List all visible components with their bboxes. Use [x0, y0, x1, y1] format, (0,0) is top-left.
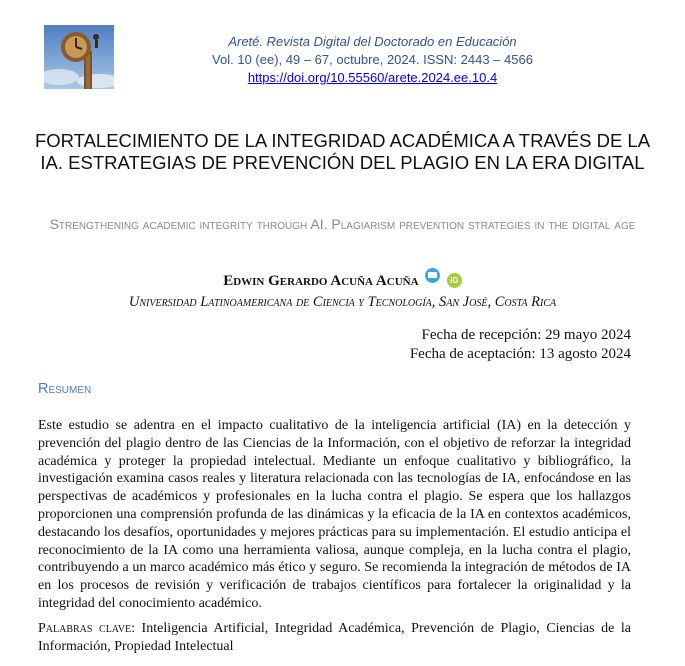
keywords-list: Inteligencia Artificial, Integridad Académica, Prevención de Plagio, Ciencias de la Información, Propiedad Intelectual	[38, 621, 631, 654]
article-subtitle: Strengthening academic integrity through AI. Plagiarism prevention strategies in the digital age	[49, 216, 636, 232]
keywords	[38, 620, 631, 656]
abstract-heading: Resumen	[38, 381, 92, 397]
clock-tower-logo	[44, 25, 114, 89]
author-name: Edwin Gerardo Acuña Acuña	[223, 273, 419, 289]
mail-icon[interactable]	[425, 268, 440, 283]
keywords-label: Palabras clave:	[38, 621, 135, 636]
article-title: FORTALECIMIENTO DE LA INTEGRIDAD ACADÉMICA A TRAVÉS DE LA IA. ESTRATEGIAS DE PREVENCIÓN DEL PLAGIO EN LA ERA DIGITAL	[34, 130, 651, 173]
author-affiliation: Universidad Latinoamericana de Ciencia y Tecnología, San José, Costa Rica	[128, 294, 557, 310]
abstract-text: Este estudio se adentra en el impacto cualitativo de la inteligencia artificial (IA) en la detección y prevención del plagio dentro de las Ciencias de la Información, con el objetivo de reforzar la integridad académica y proteger la propiedad intelectual. Mediante un enfoque cualitativo y bibliográfico, la investigación examina casos reales y literatura relacionada con las tecnologías de IA, enfocándose en las perspectivas de académicos y profesionales en la lucha contra el plagio. Se espera que los hallazgos proporcionen una comprensión profunda de las dinámicas y la eficacia de la IA en contextos académicos, destacando los desafíos, oportunidades y mejores prácticas para su implementación. El estudio anticipa el reconocimiento de la IA como una herramienta valiosa, aunque compleja, en la lucha contra el plagio, contribuyendo a un marco académico más ético y seguro. Se recomienda la integración de métodos de IA en los procesos de revisión y verificación de trabajos científicos para fortalecer la originalidad y la integridad del conocimiento académico.	[38, 418, 631, 611]
article-dates	[410, 326, 631, 364]
journal-volume: Vol. 10 (ee), 49 – 67, octubre, 2024. ISSN: 2443 – 4566	[212, 52, 533, 67]
doi-link[interactable]: https://doi.org/10.55560/arete.2024.ee.10.4	[247, 70, 498, 85]
accepted-date: Fecha de aceptación: 13 agosto 2024	[409, 346, 631, 362]
author-line	[0, 268, 685, 291]
journal-logo	[44, 25, 114, 89]
journal-name: Areté. Revista Digital del Doctorado en Educación	[228, 34, 517, 49]
journal-header	[150, 33, 595, 87]
orcid-icon[interactable]: iD	[447, 273, 462, 288]
received-date: Fecha de recepción: 29 mayo 2024	[421, 327, 631, 343]
